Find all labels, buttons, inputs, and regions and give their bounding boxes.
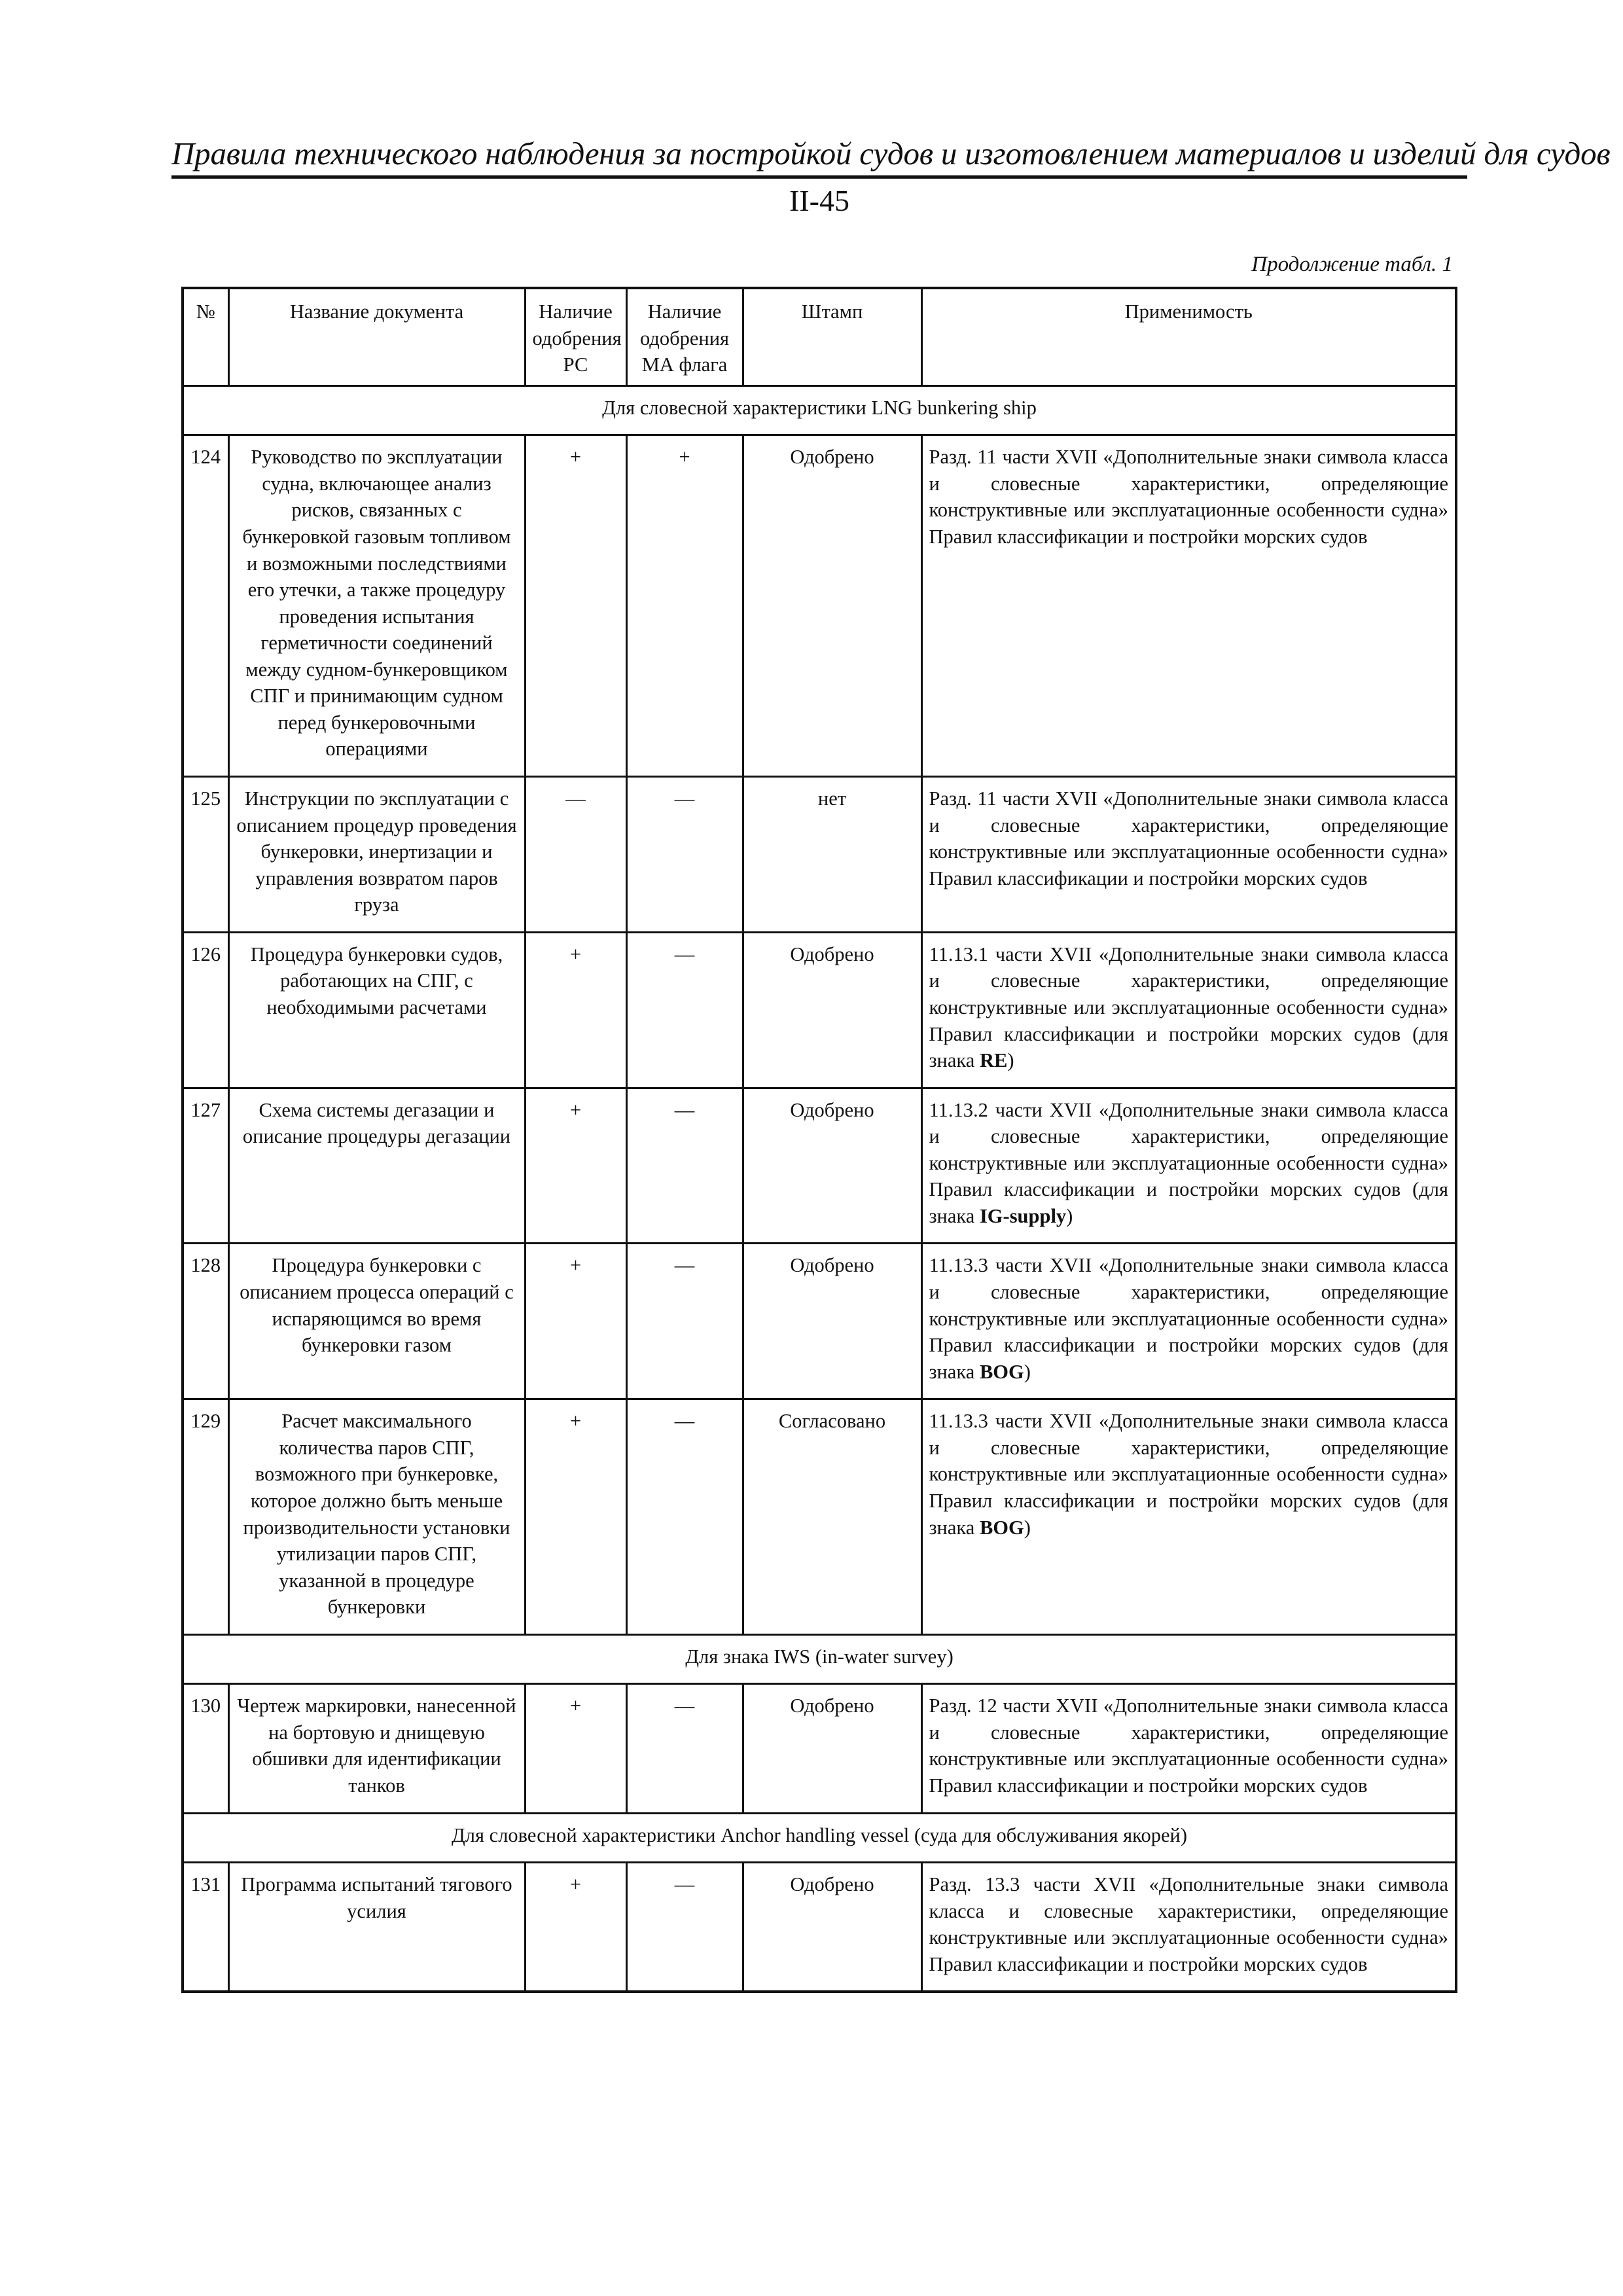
documents-table [181,287,1457,1993]
flag-approval: — [626,1399,743,1635]
stamp: Одобрено [743,932,921,1088]
applicability [921,435,1456,777]
document-name: Процедура бункеровки судов, работающих на СПГ, с необходимыми расчетами [228,932,525,1088]
applicability [921,1863,1456,1992]
row-number: 129 [183,1399,228,1635]
row-number: 126 [183,932,228,1088]
closing-paren: ) [1024,1516,1031,1539]
applicability-text: Разд. 12 части XVII «Дополнительные знаки символа класса и словесные характеристики, определяющие конструктивные или эксплуатационные особенности судна» Правил классификации и постройки морских судов [929,1695,1448,1797]
rs-approval: — [525,777,626,933]
class-sign: BOG [979,1516,1024,1539]
section-title: Для словесной характеристики Anchor handling vessel (суда для обслуживания якорей) [183,1813,1456,1863]
column-header-flag-approval: Наличие одобрения МА флага [626,288,743,386]
applicability [921,932,1456,1088]
document-name: Программа испытаний тягового усилия [228,1863,525,1992]
applicability [921,1684,1456,1813]
rs-approval: + [525,932,626,1088]
column-header-stamp: Штамп [743,288,921,386]
table-row [183,777,1456,933]
flag-approval: — [626,777,743,933]
row-number: 130 [183,1684,228,1813]
table-row [183,932,1456,1088]
document-name: Процедура бункеровки с описанием процесса операций с испаряющимся во время бункеровки газом [228,1244,525,1399]
class-sign: RE [979,1049,1008,1072]
applicability-text: Разд. 11 части XVII «Дополнительные знаки символа класса и словесные характеристики, определяющие конструктивные или эксплуатационные особенности судна» Правил классификации и постройки морских судов [929,446,1448,548]
flag-approval: — [626,1863,743,1992]
applicability-text: 11.13.3 части XVII «Дополнительные знаки символа класса и словесные характеристики, определяющие конструктивные или эксплуатационные особенности судна» Правил классификации и постройки морских судов (для знака [929,1410,1448,1539]
applicability-text: Разд. 13.3 части XVII «Дополнительные знаки символа класса и словесные характеристики, определяющие конструктивные или эксплуатационные особенности судна» Правил классификации и постройки морских судов [929,1873,1448,1975]
column-header-number: № [183,288,228,386]
header-rule [171,175,1467,179]
row-number: 131 [183,1863,228,1992]
class-sign: BOG [979,1360,1024,1383]
section-row [183,1634,1456,1684]
applicability-text: 11.13.1 части XVII «Дополнительные знаки символа класса и словесные характеристики, определяющие конструктивные или эксплуатационные особенности судна» Правил классификации и постройки морских судов (для знака [929,942,1448,1072]
stamp: Согласовано [743,1399,921,1635]
section-row [183,386,1456,435]
row-number: 124 [183,435,228,777]
closing-paren: ) [1066,1204,1073,1227]
table-row [183,1399,1456,1635]
document-name: Чертеж маркировки, нанесенной на бортовую и днищевую обшивки для идентификации танков [228,1684,525,1813]
column-header-rs-approval: Наличие одобрения РС [525,288,626,386]
document-name: Расчет максимального количества паров СПГ, возможного при бункеровке, которое должно быть меньше производительности установки утилизации паров СПГ, указанной в процедуре бункеровки [228,1399,525,1635]
class-sign: IG-supply [979,1204,1067,1227]
document-name: Схема системы дегазации и описание процедуры дегазации [228,1088,525,1244]
table-row [183,1088,1456,1244]
applicability-text: Разд. 11 части XVII «Дополнительные знаки символа класса и словесные характеристики, определяющие конструктивные или эксплуатационные особенности судна» Правил классификации и постройки морских судов [929,787,1448,889]
stamp: Одобрено [743,1244,921,1399]
applicability-text: 11.13.3 части XVII «Дополнительные знаки символа класса и словесные характеристики, определяющие конструктивные или эксплуатационные особенности судна» Правил классификации и постройки морских судов (для знака [929,1254,1448,1383]
applicability [921,1088,1456,1244]
stamp: Одобрено [743,1088,921,1244]
rs-approval: + [525,435,626,777]
closing-paren: ) [1007,1049,1014,1072]
stamp: Одобрено [743,435,921,777]
table-header-row [183,288,1456,386]
row-number: 125 [183,777,228,933]
table-body [183,386,1456,1992]
document-name: Руководство по эксплуатации судна, включающее анализ рисков, связанных с бункеровкой газовым топливом и возможными последствиями его утечки, а также процедуру проведения испытания герметичности соединений между судном-бункеровщиком СПГ и принимающим судном перед бункеровочными операциями [228,435,525,777]
section-row [183,1813,1456,1863]
applicability [921,1244,1456,1399]
document-name: Инструкции по эксплуатации с описанием процедур проведения бункеровки, инертизации и управления возвратом паров груза [228,777,525,933]
table-row [183,435,1456,777]
table-row [183,1863,1456,1992]
table-row [183,1244,1456,1399]
page-number: II-45 [789,184,849,217]
rs-approval: + [525,1863,626,1992]
section-title: Для знака IWS (in-water survey) [183,1634,1456,1684]
flag-approval: + [626,435,743,777]
applicability-text: 11.13.2 части XVII «Дополнительные знаки символа класса и словесные характеристики, определяющие конструктивные или эксплуатационные особенности судна» Правил классификации и постройки морских судов (для знака [929,1098,1448,1227]
applicability [921,777,1456,933]
section-title: Для словесной характеристики LNG bunkering ship [183,386,1456,435]
flag-approval: — [626,1244,743,1399]
stamp: Одобрено [743,1863,921,1992]
stamp: Одобрено [743,1684,921,1813]
page-header-title: Правила технического наблюдения за постройкой судов и изготовлением материалов и изделий для судов [171,135,1611,171]
closing-paren: ) [1024,1360,1031,1383]
table-continuation-note: Продолжение табл. 1 [1251,253,1453,276]
row-number: 128 [183,1244,228,1399]
column-header-document-name: Название документа [228,288,525,386]
flag-approval: — [626,1684,743,1813]
applicability [921,1399,1456,1635]
rs-approval: + [525,1399,626,1635]
rs-approval: + [525,1088,626,1244]
table-row [183,1684,1456,1813]
row-number: 127 [183,1088,228,1244]
flag-approval: — [626,1088,743,1244]
flag-approval: — [626,932,743,1088]
column-header-applicability: Применимость [921,288,1456,386]
stamp: нет [743,777,921,933]
rs-approval: + [525,1244,626,1399]
rs-approval: + [525,1684,626,1813]
